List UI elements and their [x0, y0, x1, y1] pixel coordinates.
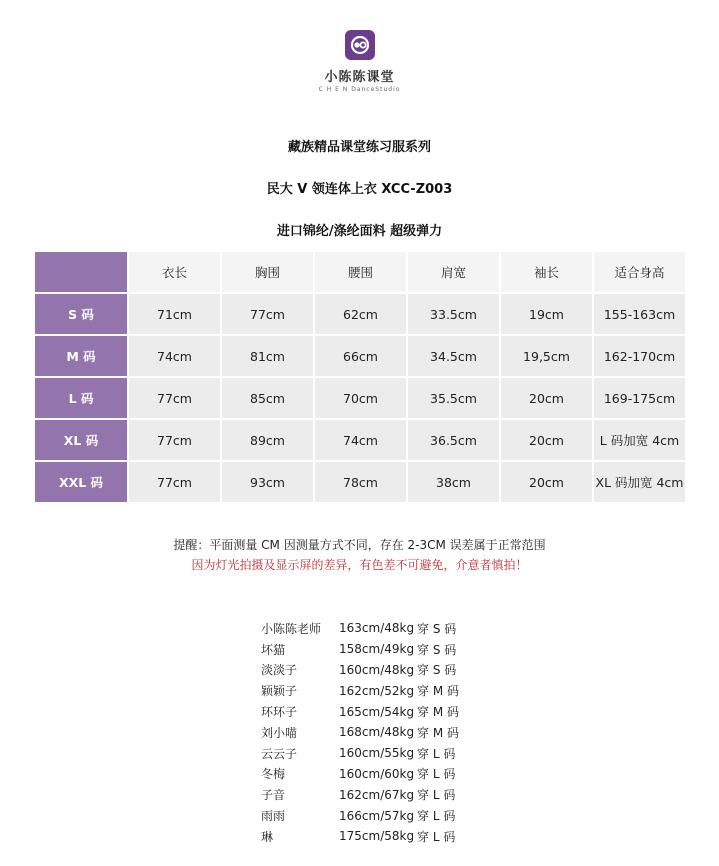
table-cell: L 码加宽 4cm: [594, 420, 685, 460]
table-cell: 81cm: [222, 336, 313, 376]
model-name: 琳: [261, 829, 274, 844]
header-sleeve: 袖长: [501, 252, 592, 292]
table-cell: 33.5cm: [408, 294, 499, 334]
model-size: 穿 S 码: [417, 663, 457, 678]
product-title: 民大 V 领连体上衣 XCC-Z003: [266, 182, 453, 197]
header-height: 适合身高: [594, 252, 685, 292]
model-size: 穿 M 码: [417, 705, 459, 720]
model-name: 云云子: [261, 746, 298, 761]
list-item: [261, 701, 459, 722]
size-label: M 码: [35, 336, 127, 376]
size-row-xxl: [35, 462, 685, 502]
series-title: 藏族精品课堂练习服系列: [287, 140, 431, 155]
model-name: 刘小喵: [261, 725, 298, 740]
list-item: [261, 743, 459, 764]
table-cell: 74cm: [129, 336, 220, 376]
size-label: S 码: [35, 294, 127, 334]
table-cell: 20cm: [501, 420, 592, 460]
brand-subtitle: C H E N DanceStudio: [318, 86, 401, 93]
size-label: XL 码: [35, 420, 127, 460]
header-chest: 胸围: [222, 252, 313, 292]
list-item: [261, 618, 459, 639]
model-name: 淡淡子: [261, 663, 298, 678]
table-cell: 77cm: [222, 294, 313, 334]
size-row-l: [35, 378, 685, 418]
model-name: 小陈陈老师: [261, 621, 322, 636]
model-name: 冬梅: [261, 767, 286, 782]
model-measure: 162cm/52kg: [339, 683, 415, 698]
model-measure: 166cm/57kg: [339, 808, 415, 823]
model-size: 穿 M 码: [417, 725, 459, 740]
model-measure: 160cm/48kg: [339, 662, 415, 677]
list-item: [261, 805, 459, 826]
model-measure: 163cm/48kg: [339, 621, 415, 636]
table-cell: 20cm: [501, 462, 592, 502]
list-item: [261, 784, 459, 805]
material-title: 进口锦纶/涤纶面料 超级弹力: [276, 224, 443, 239]
list-item: [261, 826, 459, 847]
table-cell: 89cm: [222, 420, 313, 460]
measurement-note: 提醒：平面测量 CM 因测量方式不同，存在 2-3CM 误差属于正常范围: [173, 538, 546, 552]
model-measure: 168cm/48kg: [339, 725, 415, 740]
list-item: [261, 639, 459, 660]
table-cell: 38cm: [408, 462, 499, 502]
model-measure: 158cm/49kg: [339, 642, 415, 657]
table-cell: 19cm: [501, 294, 592, 334]
model-measure: 175cm/58kg: [339, 829, 415, 844]
model-size: 穿 S 码: [417, 642, 457, 657]
color-warning-note: 因为灯光拍摄及显示屏的差异，有色差不可避免，介意者慎拍！: [191, 558, 528, 572]
table-cell: 36.5cm: [408, 420, 499, 460]
size-label: L 码: [35, 378, 127, 418]
model-size: 穿 L 码: [417, 829, 456, 844]
model-size: 穿 L 码: [417, 788, 456, 803]
model-name: 颖颖子: [261, 684, 298, 699]
model-size: 穿 S 码: [417, 621, 457, 636]
table-cell: 34.5cm: [408, 336, 499, 376]
table-cell: 155-163cm: [594, 294, 685, 334]
model-name: 环环子: [261, 705, 298, 720]
table-cell: 77cm: [129, 462, 220, 502]
table-cell: 93cm: [222, 462, 313, 502]
size-chart-table: [33, 250, 687, 504]
model-size: 穿 L 码: [417, 809, 456, 824]
header-corner: [35, 252, 127, 292]
list-item: [261, 680, 459, 701]
list-item: [261, 722, 459, 743]
table-cell: 71cm: [129, 294, 220, 334]
model-size: 穿 L 码: [417, 767, 456, 782]
table-cell: 35.5cm: [408, 378, 499, 418]
model-name: 坏猫: [261, 642, 286, 657]
size-row-xl: [35, 420, 685, 460]
table-cell: XL 码加宽 4cm: [594, 462, 685, 502]
brand-name: 小陈陈课堂: [324, 70, 395, 85]
model-measure: 160cm/55kg: [339, 746, 415, 761]
size-label: XXL 码: [35, 462, 127, 502]
header-shoulder: 肩宽: [408, 252, 499, 292]
header-waist: 腰围: [315, 252, 406, 292]
table-cell: 78cm: [315, 462, 406, 502]
list-item: [261, 764, 459, 785]
table-cell: 66cm: [315, 336, 406, 376]
size-row-s: [35, 294, 685, 334]
table-cell: 62cm: [315, 294, 406, 334]
table-cell: 77cm: [129, 420, 220, 460]
size-table-header-row: [35, 252, 685, 292]
table-cell: 20cm: [501, 378, 592, 418]
model-size: 穿 L 码: [417, 746, 456, 761]
model-measure: 162cm/67kg: [339, 787, 415, 802]
list-item: [261, 660, 459, 681]
model-measure: 165cm/54kg: [339, 704, 415, 719]
model-reference-list: [261, 618, 459, 847]
model-name: 雨雨: [261, 809, 286, 824]
brand-logo: [0, 30, 719, 93]
table-cell: 77cm: [129, 378, 220, 418]
table-cell: 169-175cm: [594, 378, 685, 418]
logo-mark-icon: [345, 30, 375, 60]
model-size: 穿 M 码: [417, 684, 459, 699]
model-measure: 160cm/60kg: [339, 766, 415, 781]
table-cell: 85cm: [222, 378, 313, 418]
size-row-m: [35, 336, 685, 376]
table-cell: 70cm: [315, 378, 406, 418]
model-name: 子音: [261, 788, 286, 803]
table-cell: 162-170cm: [594, 336, 685, 376]
table-cell: 74cm: [315, 420, 406, 460]
header-length: 衣长: [129, 252, 220, 292]
table-cell: 19,5cm: [501, 336, 592, 376]
